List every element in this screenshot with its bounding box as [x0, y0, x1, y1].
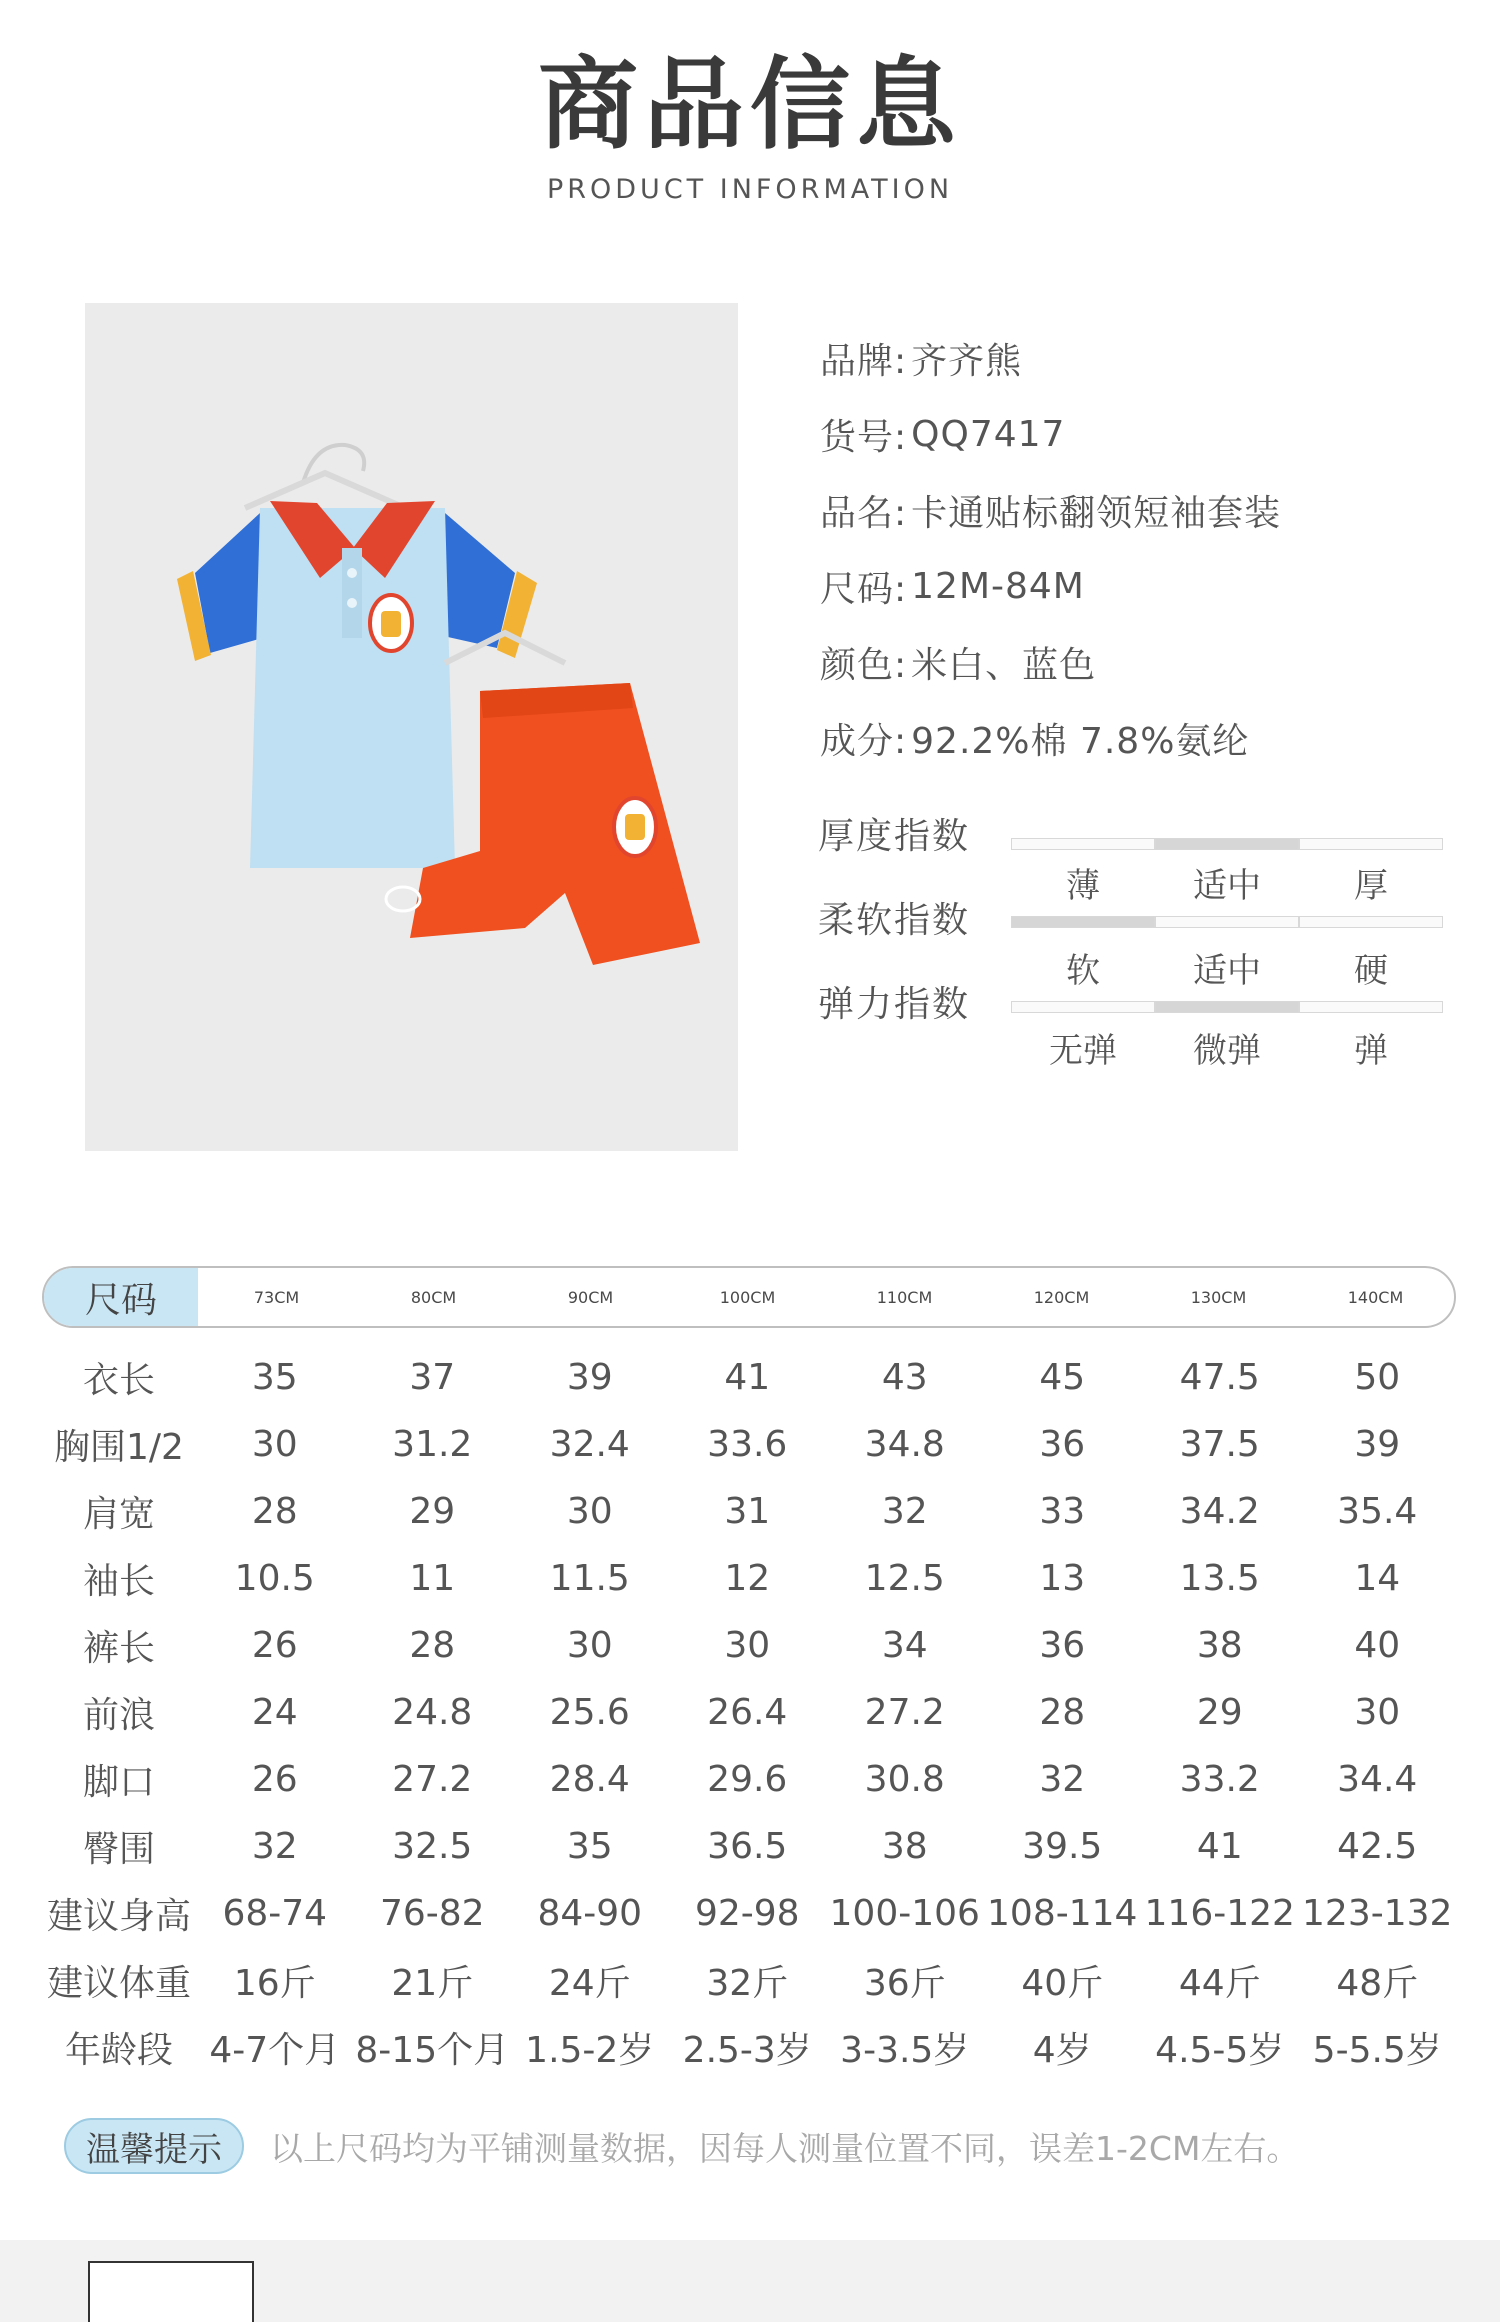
table-cell: 8-15个月 [355, 2030, 510, 2071]
size-header-label: 尺码 [44, 1268, 198, 1326]
row-label: 建议身高 [46, 1896, 191, 1937]
row-label: 胸围1/2 [54, 1427, 184, 1468]
table-cell: 30 [251, 1424, 298, 1465]
table-cell: 13.5 [1179, 1558, 1260, 1599]
product-info-list [820, 320, 1460, 776]
size-table-header [42, 1266, 1456, 1328]
table-cell: 28.4 [549, 1759, 630, 1800]
table-cell: 24.8 [392, 1692, 473, 1733]
table-row [42, 1813, 1456, 1880]
table-row [42, 1880, 1456, 1947]
size-column: 90CM [567, 1287, 614, 1307]
table-cell: 33.6 [707, 1424, 788, 1465]
elasticity-index-label: 弹力指数 [818, 984, 971, 1025]
table-cell: 39.5 [1022, 1826, 1103, 1867]
size-column: 80CM [410, 1287, 457, 1307]
table-cell: 3-3.5岁 [840, 2030, 970, 2071]
table-row [42, 1679, 1456, 1746]
tip-text: 以上尺码均为平铺测量数据，因每人测量位置不同，误差1-2CM左右。 [270, 2128, 1300, 2168]
table-cell: 10.5 [234, 1558, 315, 1599]
elasticity-index-bar [1011, 1001, 1443, 1013]
section-header [0, 46, 1500, 205]
table-cell: 68-74 [222, 1893, 328, 1934]
table-cell: 5-5.5岁 [1312, 2030, 1442, 2071]
table-cell: 44斤 [1178, 1963, 1261, 2004]
row-label: 脚口 [82, 1762, 155, 1803]
table-cell: 21斤 [391, 1963, 474, 2004]
table-cell: 38 [1196, 1625, 1243, 1666]
kids-clothing-set-icon [85, 303, 738, 1151]
table-row [42, 1612, 1456, 1679]
table-cell: 48斤 [1336, 1963, 1419, 2004]
info-color: 颜色: 米白、蓝色 [820, 644, 1097, 686]
table-cell: 123-132 [1302, 1893, 1453, 1934]
table-cell: 32 [881, 1491, 928, 1532]
table-cell: 28 [1039, 1692, 1086, 1733]
table-cell: 12 [724, 1558, 771, 1599]
table-cell: 14 [1354, 1558, 1401, 1599]
row-label: 年龄段 [64, 2030, 173, 2071]
table-cell: 34.8 [864, 1424, 945, 1465]
row-label: 建议体重 [46, 1963, 191, 2004]
table-row [42, 1746, 1456, 1813]
row-label: 裤长 [82, 1628, 155, 1669]
size-column: 140CM [1347, 1287, 1404, 1307]
table-cell: 40 [1354, 1625, 1401, 1666]
table-cell: 27.2 [392, 1759, 473, 1800]
table-cell: 30 [566, 1491, 613, 1532]
size-column: 73CM [253, 1287, 300, 1307]
row-label: 前浪 [82, 1695, 155, 1736]
table-cell: 1.5-2岁 [525, 2030, 655, 2071]
table-cell: 26 [251, 1759, 298, 1800]
table-cell: 11.5 [549, 1558, 630, 1599]
table-cell: 24 [251, 1692, 298, 1733]
table-cell: 33.2 [1179, 1759, 1260, 1800]
table-cell: 39 [1354, 1424, 1401, 1465]
section-title: 商品信息 [538, 46, 962, 163]
table-cell: 84-90 [537, 1893, 643, 1934]
thickness-index-label: 厚度指数 [818, 816, 971, 857]
size-tip [64, 2118, 1299, 2174]
table-row [42, 1478, 1456, 1545]
table-row [42, 1545, 1456, 1612]
table-cell: 43 [881, 1357, 928, 1398]
table-cell: 2.5-3岁 [682, 2030, 812, 2071]
table-cell: 12.5 [864, 1558, 945, 1599]
table-cell: 37 [409, 1357, 456, 1398]
table-cell: 36斤 [863, 1963, 946, 2004]
table-cell: 26.4 [707, 1692, 788, 1733]
table-cell: 35 [566, 1826, 613, 1867]
table-cell: 11 [409, 1558, 456, 1599]
size-column: 100CM [719, 1287, 776, 1307]
table-row [42, 1947, 1456, 2014]
table-cell: 34 [881, 1625, 928, 1666]
thickness-index-options: 薄 适中 厚 [1066, 866, 1388, 906]
table-cell: 39 [566, 1357, 613, 1398]
table-cell: 32 [1039, 1759, 1086, 1800]
table-cell: 30 [1354, 1692, 1401, 1733]
table-cell: 30 [566, 1625, 613, 1666]
table-cell: 27.2 [864, 1692, 945, 1733]
table-cell: 37.5 [1179, 1424, 1260, 1465]
row-label: 肩宽 [82, 1494, 155, 1535]
table-cell: 50 [1354, 1357, 1401, 1398]
info-name: 品名: 卡通贴标翻领短袖套装 [820, 492, 1282, 534]
table-cell: 34.2 [1179, 1491, 1260, 1532]
table-cell: 32斤 [706, 1963, 789, 2004]
table-cell: 29 [1196, 1692, 1243, 1733]
softness-index-bar [1011, 916, 1443, 928]
row-label: 衣长 [82, 1360, 155, 1401]
product-image [85, 303, 738, 1151]
table-cell: 36 [1039, 1625, 1086, 1666]
table-cell: 35 [251, 1357, 298, 1398]
table-cell: 38 [881, 1826, 928, 1867]
tip-badge: 温馨提示 [64, 2118, 244, 2174]
elasticity-index-options: 无弹 微弹 弹 [1049, 1031, 1388, 1071]
size-column: 110CM [876, 1287, 933, 1307]
table-cell: 40斤 [1021, 1963, 1104, 2004]
row-label: 袖长 [82, 1561, 155, 1602]
table-cell: 47.5 [1179, 1357, 1260, 1398]
table-cell: 108-114 [987, 1893, 1138, 1934]
table-cell: 45 [1039, 1357, 1086, 1398]
table-cell: 36.5 [707, 1826, 788, 1867]
table-cell: 13 [1039, 1558, 1086, 1599]
table-cell: 29.6 [707, 1759, 788, 1800]
table-cell: 29 [409, 1491, 456, 1532]
size-column: 120CM [1033, 1287, 1090, 1307]
next-section-box [88, 2261, 254, 2322]
info-material: 成分: 92.2%棉 7.8%氨纶 [820, 720, 1250, 762]
table-cell: 16斤 [233, 1963, 316, 2004]
table-cell: 25.6 [549, 1692, 630, 1733]
info-sku: 货号: QQ7417 [820, 413, 1066, 458]
section-subtitle: PRODUCT INFORMATION [546, 174, 954, 205]
table-row [42, 2014, 1456, 2081]
size-column: 130CM [1190, 1287, 1247, 1307]
table-cell: 32.5 [392, 1826, 473, 1867]
thickness-index-bar [1011, 838, 1443, 850]
table-cell: 30 [724, 1625, 771, 1666]
table-row [42, 1411, 1456, 1478]
table-cell: 4-7个月 [209, 2030, 341, 2071]
table-cell: 24斤 [548, 1963, 631, 2004]
fabric-indices [818, 808, 1458, 1078]
softness-index-options: 软 适中 硬 [1066, 951, 1388, 991]
table-cell: 34.4 [1337, 1759, 1418, 1800]
table-cell: 42.5 [1337, 1826, 1418, 1867]
table-cell: 32 [251, 1826, 298, 1867]
table-cell: 76-82 [379, 1893, 485, 1934]
table-cell: 26 [251, 1625, 298, 1666]
table-cell: 41 [1196, 1826, 1243, 1867]
table-cell: 31 [724, 1491, 771, 1532]
table-cell: 30.8 [864, 1759, 945, 1800]
table-cell: 36 [1039, 1424, 1086, 1465]
table-cell: 4.5-5岁 [1155, 2030, 1285, 2071]
table-cell: 4岁 [1032, 2030, 1092, 2071]
table-cell: 31.2 [392, 1424, 473, 1465]
table-cell: 33 [1039, 1491, 1086, 1532]
table-cell: 41 [724, 1357, 771, 1398]
table-cell: 32.4 [549, 1424, 630, 1465]
next-section-strip [0, 2240, 1500, 2322]
table-row [42, 1344, 1456, 1411]
table-cell: 28 [409, 1625, 456, 1666]
info-brand: 品牌: 齐齐熊 [820, 340, 1023, 382]
table-cell: 116-122 [1144, 1893, 1295, 1934]
softness-index-label: 柔软指数 [818, 900, 971, 941]
table-cell: 100-106 [829, 1893, 980, 1934]
table-cell: 28 [251, 1491, 298, 1532]
table-cell: 92-98 [694, 1893, 800, 1934]
row-label: 臀围 [82, 1829, 155, 1870]
info-size: 尺码: 12M-84M [820, 565, 1085, 610]
table-cell: 35.4 [1337, 1491, 1418, 1532]
